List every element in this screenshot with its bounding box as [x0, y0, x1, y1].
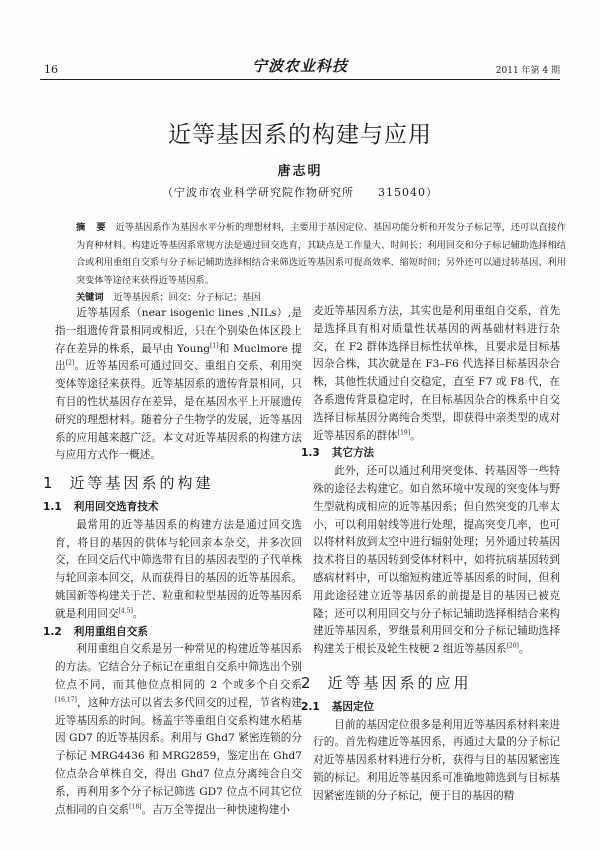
subsection-heading-1-2: 1.2 利用重组自交系: [43, 625, 148, 638]
abstract-text: 近等基因系作为基因水平分析的理想材料，主要用于基因定位、基因功能分析和开发分子标记等，还可以直接作为育种材料。构建近等基因系常规方法是通过回交选育，其缺点是工作量大、时间长；利用回交和分子标记辅助选择相结合或利用重组自交系与分子标记辅助选择相结合来筛选近等基因系可提高效率、缩短时间；另外还可以通过转基因、利用突变体等途径来获得近等基因系。: [76, 222, 566, 286]
paragraph-1-3: 此外，还可以通过利用突变体、转基因等一些特殊的途径去构建它。如自然环境中发现的突变体与野生型就构成相应的近等基因系；但自然突变的几率太小，可以利用射线等进行处理，提高突变几率，也可以将材料放到太空中进行辐射处理；另外通过转基因技术将目的基因转到受体材料中，如将抗病基因转到感病材料中，可以缩短构建近等基因系的时间，但利用此途径建立近等基因系的前提是目的基因已被克隆；还可以利用回交与分子标记辅助选择相结合来构建近等基因系，罗继景利用回交和分子标记辅助选择构建关于根长及轮生枝梗 2 组近等基因系[20]。: [313, 465, 560, 656]
left-column: [43, 305, 303, 819]
page-number: 16: [44, 63, 58, 76]
abstract-label: 摘 要: [76, 222, 110, 233]
article-title: 近等基因系的构建与应用: [168, 122, 432, 148]
abstract: [58, 219, 566, 307]
citation: [2]: [65, 359, 75, 367]
subsection-heading-1-3: 1.3 其它方法: [301, 447, 375, 460]
citation: [16,17]: [55, 696, 77, 704]
keywords-label: 关键词: [76, 292, 104, 303]
paragraph-1-2: 利用重组自交系是另一种常见的构建近等基因系的方法。它结合分子标记在重组自交系中筛选出个别位点不同，而其他位点相同的 2 个或多个自交系[16,17]，这种方法可以省去多代回交的过程，节省构建近等基因系的时间。杨盖宇等重组自交系构建水稻基因 GD7 的近等基因系。利用与 Ghd7 紧密连锁的分子标记 MRG4436 和 MRG2859，鉴定出在 Ghd7 位点杂合单株自交，得出 Ghd7 位点分离纯合自交系，再利用多个分子标记筛选 GD7 位点不同其它位点相同的自交系[18]。吉万全等提出一种快速构建小: [55, 643, 302, 816]
paragraph-1-1: 最常用的近等基因系的构建方法是通过回交选育，将目的基因的供体与轮回亲本杂交，并多次回交，在回交后代中筛选带有目的基因表型的子代单株与轮回亲本回交，从而获得目的基因的近等基因系。姚国新等构建关于芒、粒重和粒型基因的近等基因系就是利用回交[4,5]。: [55, 518, 302, 620]
article-author: 唐志明: [277, 164, 323, 179]
intro-paragraph: 近等基因系（near isogenic lines ,NILs）,是指一组遗传背景相同或相近，只在个别染色体区段上存在差异的株系，最早由 Young[1]和 Muclmore 提出[2]。近等基因系可通过回交、重组自交系、利用突变体等途径来获得。近等基因系的遗传背景相同，只有目的性状基因存在差异，是在基因水平上开展遗传研究的理想材料。随着分子生物学的发展，近等基因系的应用越来越广泛。本文对近等基因系的构建方法与应用方式作一概述。: [55, 307, 303, 462]
citation: [4,5]: [118, 607, 133, 615]
right-column: [301, 303, 560, 806]
running-header: [40, 55, 560, 80]
subsection-heading-2-1: 2.1 基因定位: [301, 700, 375, 713]
citation: [19]: [397, 429, 411, 437]
citation: [1]: [210, 342, 219, 350]
section-heading-1: 1 近等基因系的构建: [43, 474, 214, 493]
citation: [18]: [129, 802, 142, 810]
paragraph-1-2-cont: 麦近等基因系方法，其实也是利用重组自交系，首先是选择具有相对质量性状基因的两基础材料进行杂交，在 F2 群体选择目标性状单株，且要求是目标基因杂合株，其次就是在 F3–F6 代选择目标基因杂合株，其他性状通过自交稳定，直至 F7 或 F8 代，在各系遗传背景稳定时，在目标基因杂合的株系中自交选择目标基因分离纯合类型，即获得中亲类型的成对近等基因系的群体[19]。: [313, 305, 560, 442]
article-affiliation: （宁波市农业科学研究院作物研究所 315040）: [162, 186, 438, 199]
keywords-text: 近等基因系；回交；分子标记；基因: [113, 292, 261, 303]
citation: [20]: [506, 642, 519, 650]
journal-name: 宁波农业科技: [251, 57, 348, 75]
subsection-heading-1-1: 1.1 利用回交选育技术: [43, 500, 159, 513]
section-heading-2: 2 近等基因系的应用: [301, 673, 472, 692]
issue-label: 2011 年第 4 期: [495, 66, 560, 76]
paragraph-2-1: 目前的基因定位很多是利用近等基因系材料来进行的。首先构建近等基因系，再通过大量的分子标记对近等基因系材料进行分析，获得与目的基因紧密连锁的标记。利用近等基因系可准确地筛选到与目标基因紧密连锁的分子标记，便于目的基因的精: [313, 718, 560, 802]
